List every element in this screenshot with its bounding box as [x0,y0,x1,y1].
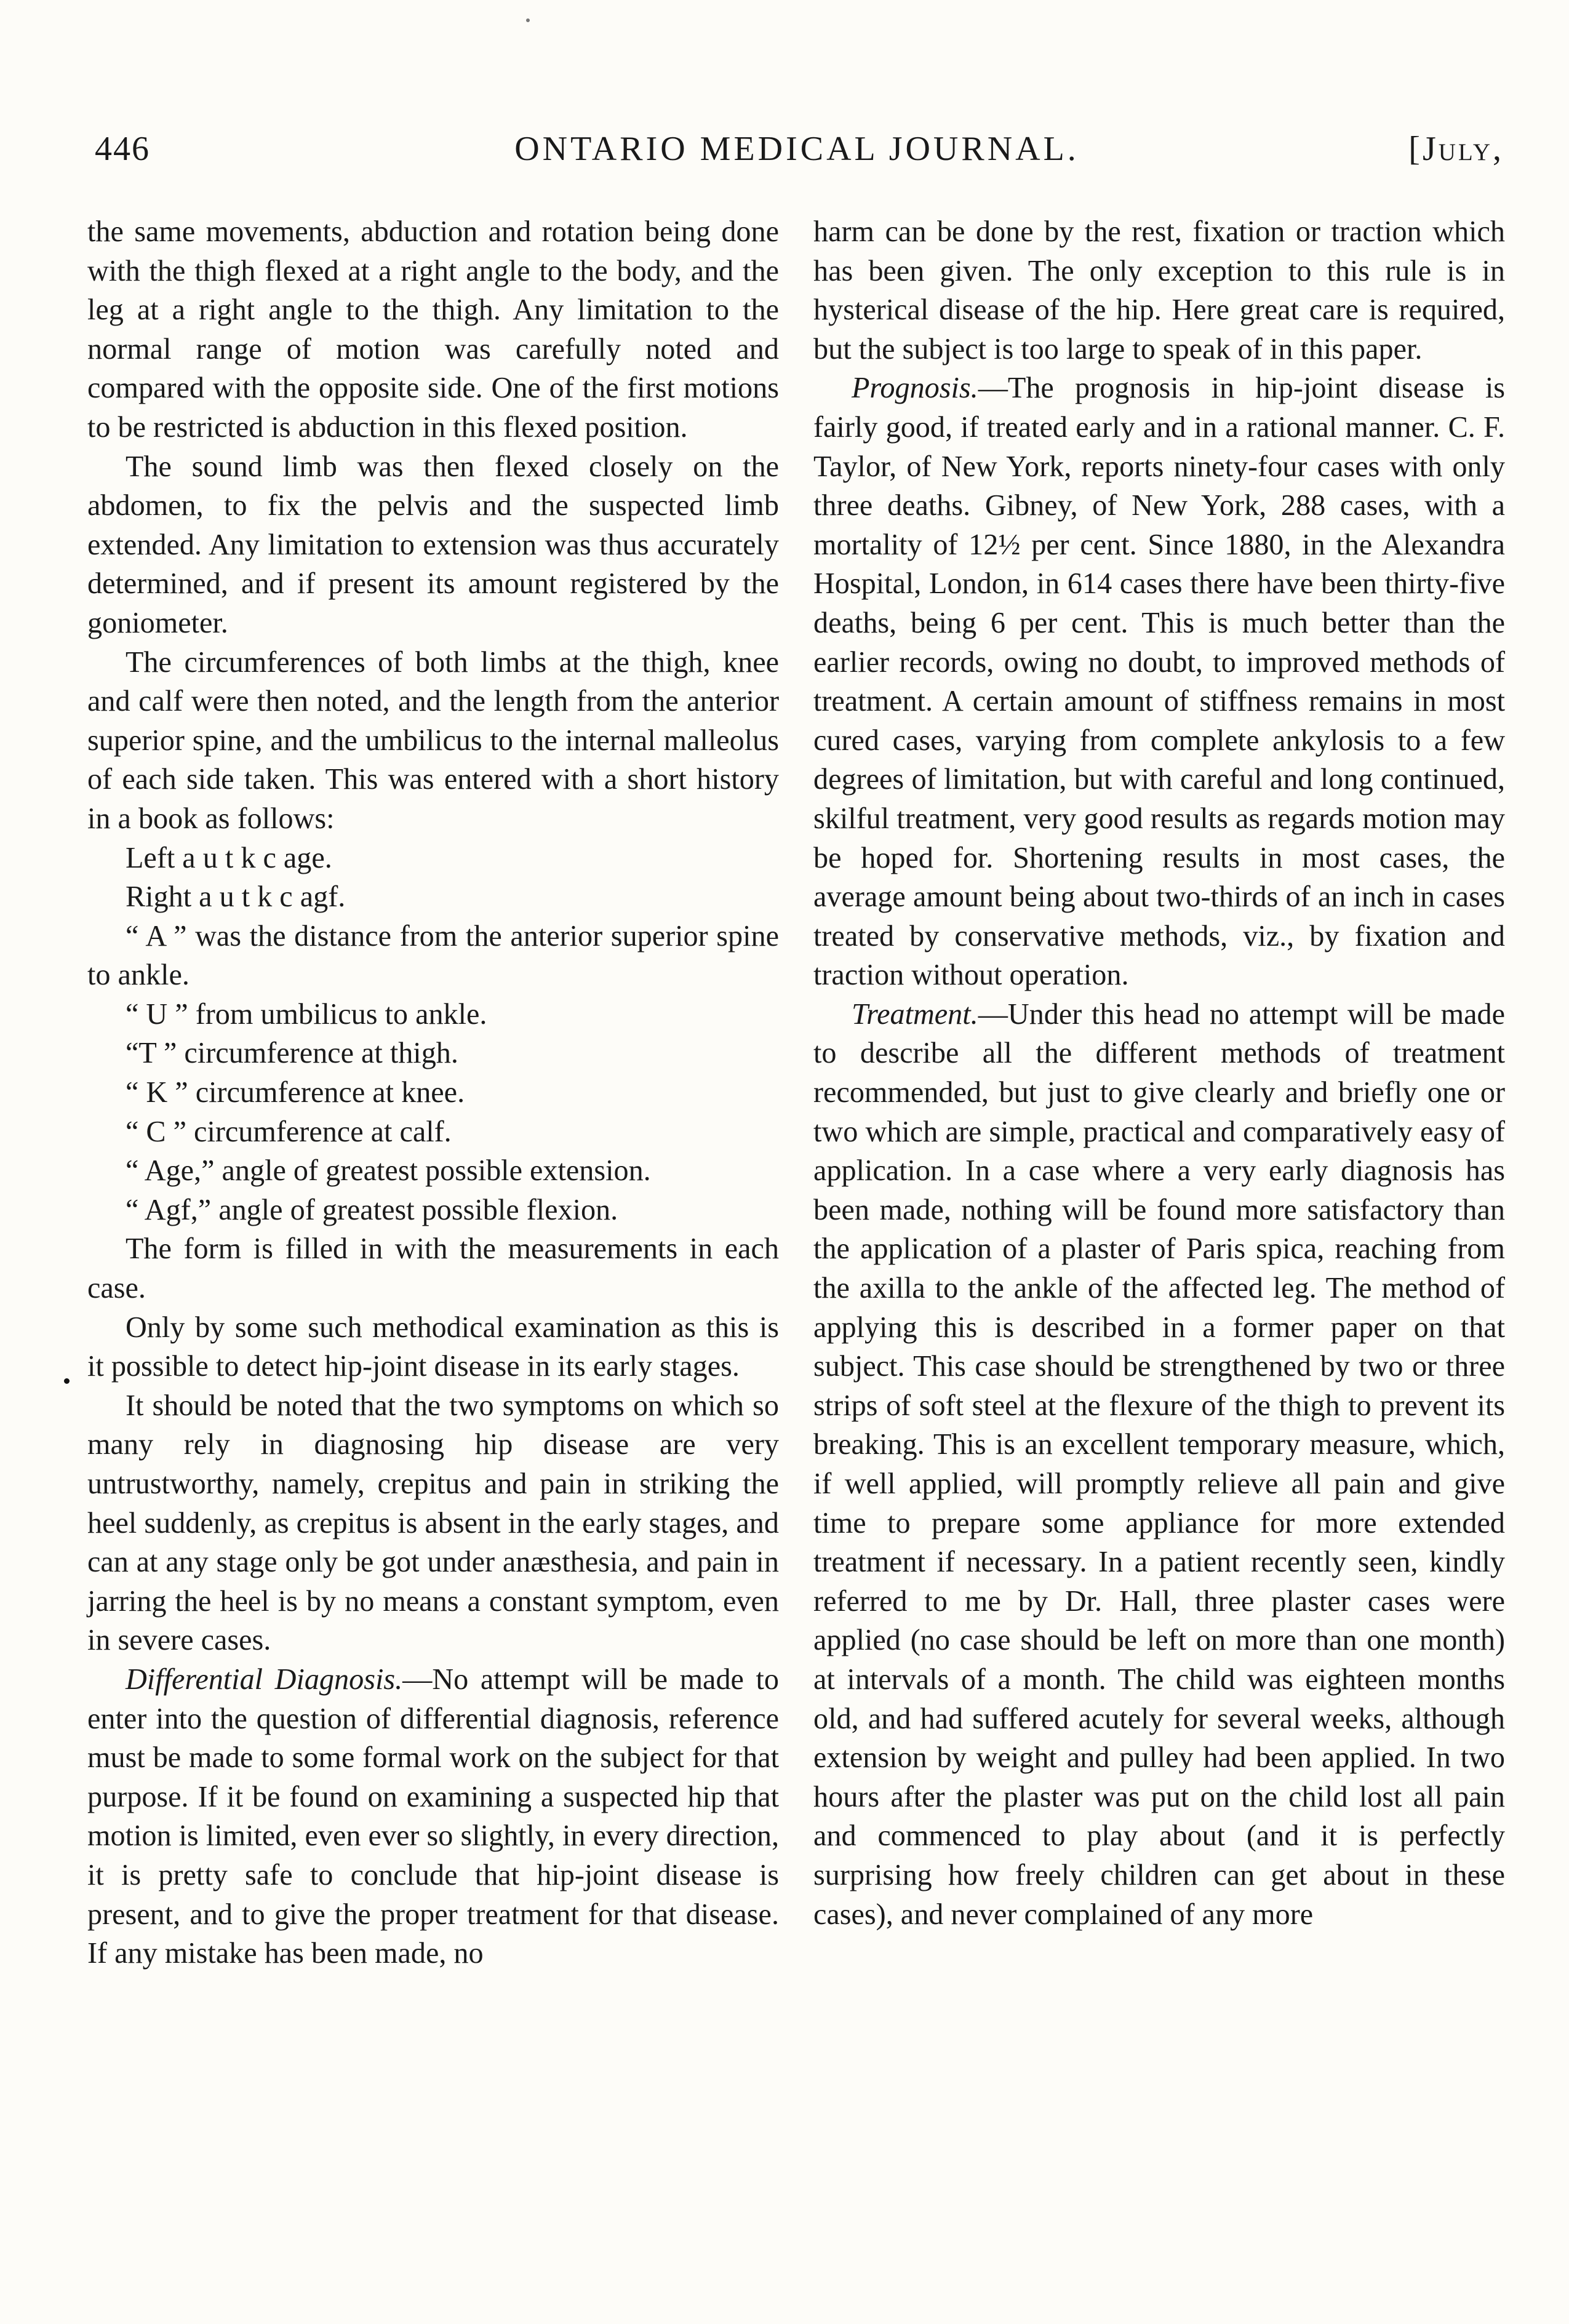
margin-bullet-mark [64,1378,70,1384]
form-line-left: Left a u t k c age. [126,841,332,874]
paragraph-methodical-exam: Only by some such methodical examination as this is it possible to detect hip-joint disease in its early stages. [87,1311,779,1383]
paragraph-differential-diagnosis [87,1660,779,1973]
paragraph-prognosis [813,369,1505,995]
paragraph-symptoms: It should be noted that the two symptoms on which so many rely in diagnosing hip disease are very untrustworthy, namely, crepitus and pain in striking the heel suddenly, as crepitus is absent in the early stages, and can at any stage only be got under anæsthesia, and pain in jarring the heel is by no means a constant symptom, even in severe cases. [87,1389,779,1657]
definition-t: “T ” circumference at thigh. [126,1037,458,1070]
definition-a: “ A ” was the distance from the anterior superior spine to ankle. [87,919,779,992]
definition-agf: “ Agf,” angle of greatest possible flexion. [126,1193,618,1226]
right-column [813,212,1505,1934]
definition-k: “ K ” circumference at knee. [126,1076,465,1109]
definition-c: “ C ” circumference at calf. [126,1115,452,1148]
definition-age: “ Age,” angle of greatest possible extension. [126,1154,651,1188]
paragraph-movements: the same movements, abduction and rotation being done with the thigh flexed at a right angle to the body, and the leg at a right angle to the thigh. Any limitation to the normal range of motion was carefully noted and compared with the opposite side. One of the first motions to be restricted is abduction in this flexed position. [87,215,779,444]
paragraph-form-filled: The form is filled in with the measurements in each case. [87,1232,779,1305]
section-heading-prognosis: Prognosis. [852,372,978,405]
journal-title: ONTARIO MEDICAL JOURNAL. [514,130,1079,168]
paragraph-treatment [813,995,1505,1934]
treatment-text: —Under this head no attempt will be made to describe all the different methods of treatment recommended, but just to give clearly and briefly one or two which are simple, practical and comparatively easy of application. In a case where a very early diagnosis has been made, nothing will be found more satisfactory than the application of a plaster of Paris spica, reaching from the axilla to the ankle of the affected leg. The method of applying this is described in a former paper on that subject. This case should be strengthened by two or three strips of soft steel at the flexure of the thigh to prevent its breaking. This is an excellent temporary measure, which, if well applied, will promptly relieve all pain and give time to prepare some appliance for more extended treatment if necessary. In a patient recently seen, kindly referred to me by Dr. Hall, three plaster cases were applied (no case should be left on more than one month) at intervals of a month. The child was eighteen months old, and had suffered acutely for several weeks, although extension by weight and pulley had been applied. In two hours after the plaster was put on the child lost all pain and commenced to play about (and it is perfectly surprising how freely children can get about in these cases), and never complained of any more [813,997,1505,1931]
section-heading-differential-diagnosis: Differential Diagnosis. [126,1663,403,1696]
paragraph-circumferences: The circumferences of both limbs at the thigh, knee and calf were then noted, and the length from the anterior superior spine, and the umbilicus to the internal malleolus of each side taken. This was entered with a short history in a book as follows: [87,645,779,835]
paragraph-harm: harm can be done by the rest, fixation or traction which has been given. The only exception to this rule is in hysterical disease of the hip. Here great care is required, but the subject is too large to speak of in this paper. [813,215,1505,365]
definition-u: “ U ” from umbilicus to ankle. [126,997,487,1031]
left-column [87,212,779,1973]
print-speck [526,18,530,22]
issue-month: [July, [1408,130,1504,168]
running-header [86,129,1507,178]
differential-diagnosis-text: —No attempt will be made to enter into the question of differential diagnosis, reference must be made to some formal work on the subject for that purpose. If it be found on examining a suspected hip that motion is limited, even ever so slightly, in every direction, it is pretty safe to conclude that hip-joint disease is present, and to give the proper treatment for that disease. If any mistake has been made, no [87,1663,779,1970]
section-heading-treatment: Treatment. [852,997,978,1031]
form-line-right: Right a u t k c agf. [126,880,346,914]
page-number: 446 [95,130,150,168]
paragraph-sound-limb: The sound limb was then flexed closely on the abdomen, to fix the pelvis and the suspected limb extended. Any limitation to extension was thus accurately determined, and if present its amount registered by the goniometer. [87,450,779,639]
prognosis-text: —The prognosis in hip-joint disease is fairly good, if treated early and in a rational manner. C. F. Taylor, of New York, reports ninety-four cases with only three deaths. Gibney, of New York, 288 cases, with a mortality of 12½ per cent. Since 1880, in the Alexandra Hospital, London, in 614 cases there have been thirty-five deaths, being 6 per cent. This is much better than the earlier records, owing no doubt, to improved methods of treatment. A certain amount of stiffness remains in most cured cases, varying from complete ankylosis to a few degrees of limitation, but with careful and long continued, skilful treatment, very good results as regards motion may be hoped for. Shortening results in most cases, the average amount being about two-thirds of an inch in cases treated by conservative methods, viz., by fixation and traction without operation. [813,372,1505,992]
